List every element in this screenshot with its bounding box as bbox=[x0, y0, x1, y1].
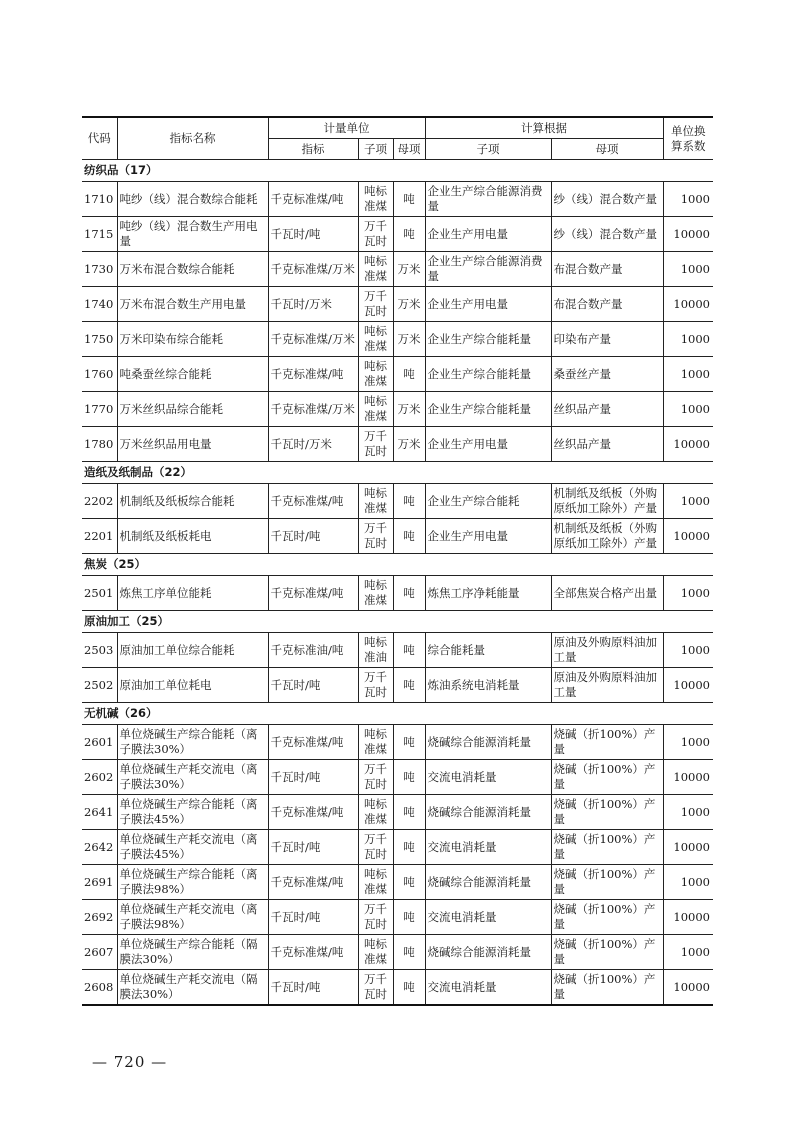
row-denominator-unit: 吨 bbox=[393, 935, 425, 970]
row-basis-denominator: 机制纸及纸板（外购原纸加工除外）产量 bbox=[551, 484, 663, 519]
row-basis-denominator: 机制纸及纸板（外购原纸加工除外）产量 bbox=[551, 519, 663, 554]
row-unit: 千克标准煤/吨 bbox=[268, 182, 358, 217]
row-basis-denominator: 布混合数产量 bbox=[551, 252, 663, 287]
row-denominator-unit: 吨 bbox=[393, 217, 425, 252]
indicator-table bbox=[82, 116, 713, 1006]
row-unit: 千瓦时/吨 bbox=[268, 830, 358, 865]
row-numerator-unit: 万千瓦时 bbox=[358, 287, 393, 322]
page-number: — 720 — bbox=[92, 1053, 168, 1071]
row-factor: 1000 bbox=[663, 935, 713, 970]
row-basis-denominator: 丝织品产量 bbox=[551, 427, 663, 462]
row-basis-denominator: 印染布产量 bbox=[551, 322, 663, 357]
row-denominator-unit: 吨 bbox=[393, 760, 425, 795]
table-row bbox=[82, 252, 713, 287]
row-name: 万米丝织品综合能耗 bbox=[117, 392, 268, 427]
row-numerator-unit: 吨标准煤 bbox=[358, 392, 393, 427]
row-basis-numerator: 企业生产综合能源消费量 bbox=[425, 252, 551, 287]
row-code: 1730 bbox=[82, 252, 117, 287]
row-denominator-unit: 吨 bbox=[393, 576, 425, 611]
row-unit: 千克标准煤/吨 bbox=[268, 357, 358, 392]
row-factor: 1000 bbox=[663, 576, 713, 611]
row-basis-numerator: 交流电消耗量 bbox=[425, 830, 551, 865]
table-row bbox=[82, 287, 713, 322]
row-code: 2641 bbox=[82, 795, 117, 830]
row-name: 单位烧碱生产综合能耗（离子膜法45%） bbox=[117, 795, 268, 830]
row-basis-numerator: 烧碱综合能源消耗量 bbox=[425, 795, 551, 830]
section-header bbox=[82, 160, 713, 182]
row-factor: 1000 bbox=[663, 484, 713, 519]
row-name: 单位烧碱生产耗交流电（离子膜法30%） bbox=[117, 760, 268, 795]
table-row bbox=[82, 760, 713, 795]
row-code: 1740 bbox=[82, 287, 117, 322]
row-basis-denominator: 烧碱（折100%）产量 bbox=[551, 795, 663, 830]
row-unit: 千克标准煤/万米 bbox=[268, 252, 358, 287]
row-denominator-unit: 万米 bbox=[393, 427, 425, 462]
table-row bbox=[82, 935, 713, 970]
row-numerator-unit: 吨标准煤 bbox=[358, 576, 393, 611]
table-row bbox=[82, 795, 713, 830]
row-name: 炼焦工序单位能耗 bbox=[117, 576, 268, 611]
row-factor: 10000 bbox=[663, 760, 713, 795]
row-name: 万米印染布综合能耗 bbox=[117, 322, 268, 357]
row-numerator-unit: 吨标准煤 bbox=[358, 725, 393, 760]
row-numerator-unit: 吨标准油 bbox=[358, 633, 393, 668]
row-basis-numerator: 炼焦工序净耗能量 bbox=[425, 576, 551, 611]
row-factor: 10000 bbox=[663, 217, 713, 252]
row-basis-numerator: 烧碱综合能源消耗量 bbox=[425, 935, 551, 970]
header-name: 指标名称 bbox=[117, 117, 268, 160]
row-numerator-unit: 万千瓦时 bbox=[358, 900, 393, 935]
row-name: 万米布混合数生产用电量 bbox=[117, 287, 268, 322]
row-unit: 千克标准油/吨 bbox=[268, 633, 358, 668]
row-basis-numerator: 企业生产综合能耗量 bbox=[425, 322, 551, 357]
row-denominator-unit: 吨 bbox=[393, 795, 425, 830]
row-basis-numerator: 企业生产综合能耗 bbox=[425, 484, 551, 519]
row-code: 2691 bbox=[82, 865, 117, 900]
row-basis-denominator: 烧碱（折100%）产量 bbox=[551, 935, 663, 970]
row-factor: 1000 bbox=[663, 392, 713, 427]
row-code: 1760 bbox=[82, 357, 117, 392]
header-factor bbox=[663, 117, 713, 160]
row-name: 吨纱（线）混合数生产用电量 bbox=[117, 217, 268, 252]
row-denominator-unit: 万米 bbox=[393, 392, 425, 427]
row-factor: 1000 bbox=[663, 357, 713, 392]
row-unit: 千瓦时/吨 bbox=[268, 900, 358, 935]
row-name: 万米丝织品用电量 bbox=[117, 427, 268, 462]
row-denominator-unit: 万米 bbox=[393, 322, 425, 357]
row-denominator-unit: 吨 bbox=[393, 900, 425, 935]
section-header bbox=[82, 703, 713, 725]
row-code: 1710 bbox=[82, 182, 117, 217]
row-code: 1780 bbox=[82, 427, 117, 462]
row-name: 吨桑蚕丝综合能耗 bbox=[117, 357, 268, 392]
header-basis-numerator: 子项 bbox=[425, 139, 551, 160]
header-basis-group: 计算根据 bbox=[425, 117, 663, 139]
row-basis-numerator: 企业生产用电量 bbox=[425, 427, 551, 462]
table-row bbox=[82, 322, 713, 357]
row-unit: 千克标准煤/吨 bbox=[268, 484, 358, 519]
row-basis-denominator: 桑蚕丝产量 bbox=[551, 357, 663, 392]
table-row bbox=[82, 519, 713, 554]
row-numerator-unit: 吨标准煤 bbox=[358, 795, 393, 830]
row-factor: 1000 bbox=[663, 795, 713, 830]
row-code: 2601 bbox=[82, 725, 117, 760]
row-denominator-unit: 吨 bbox=[393, 725, 425, 760]
header-unit-denominator: 母项 bbox=[393, 139, 425, 160]
row-basis-numerator: 烧碱综合能源消耗量 bbox=[425, 865, 551, 900]
row-numerator-unit: 万千瓦时 bbox=[358, 519, 393, 554]
table-row bbox=[82, 357, 713, 392]
table-row bbox=[82, 970, 713, 1006]
row-numerator-unit: 吨标准煤 bbox=[358, 322, 393, 357]
section-title: 纺织品（17） bbox=[82, 160, 713, 182]
table-row bbox=[82, 427, 713, 462]
row-denominator-unit: 吨 bbox=[393, 865, 425, 900]
row-basis-denominator: 原油及外购原料油加工量 bbox=[551, 633, 663, 668]
row-unit: 千克标准煤/吨 bbox=[268, 576, 358, 611]
section-header bbox=[82, 611, 713, 633]
header-factor-line2: 算系数 bbox=[671, 138, 706, 153]
row-numerator-unit: 万千瓦时 bbox=[358, 970, 393, 1006]
row-factor: 1000 bbox=[663, 633, 713, 668]
section-title: 造纸及纸制品（22） bbox=[82, 462, 713, 484]
table-header bbox=[82, 117, 713, 160]
row-name: 单位烧碱生产综合能耗（离子膜法98%） bbox=[117, 865, 268, 900]
row-numerator-unit: 吨标准煤 bbox=[358, 252, 393, 287]
row-unit: 千瓦时/吨 bbox=[268, 519, 358, 554]
row-name: 单位烧碱生产综合能耗（隔膜法30%） bbox=[117, 935, 268, 970]
row-unit: 千瓦时/吨 bbox=[268, 760, 358, 795]
row-numerator-unit: 吨标准煤 bbox=[358, 182, 393, 217]
row-name: 机制纸及纸板综合能耗 bbox=[117, 484, 268, 519]
row-numerator-unit: 吨标准煤 bbox=[358, 935, 393, 970]
row-code: 2602 bbox=[82, 760, 117, 795]
row-numerator-unit: 吨标准煤 bbox=[358, 865, 393, 900]
row-name: 原油加工单位综合能耗 bbox=[117, 633, 268, 668]
header-unit-indicator: 指标 bbox=[268, 139, 358, 160]
row-basis-numerator: 企业生产用电量 bbox=[425, 519, 551, 554]
row-basis-numerator: 企业生产综合能耗量 bbox=[425, 357, 551, 392]
row-unit: 千克标准煤/吨 bbox=[268, 725, 358, 760]
row-code: 2608 bbox=[82, 970, 117, 1006]
row-basis-numerator: 企业生产综合能耗量 bbox=[425, 392, 551, 427]
table-row bbox=[82, 484, 713, 519]
row-basis-denominator: 纱（线）混合数产量 bbox=[551, 182, 663, 217]
row-factor: 1000 bbox=[663, 322, 713, 357]
row-basis-denominator: 烧碱（折100%）产量 bbox=[551, 900, 663, 935]
row-basis-denominator: 全部焦炭合格产出量 bbox=[551, 576, 663, 611]
row-factor: 10000 bbox=[663, 427, 713, 462]
row-unit: 千瓦时/万米 bbox=[268, 427, 358, 462]
row-basis-denominator: 烧碱（折100%）产量 bbox=[551, 970, 663, 1006]
row-basis-denominator: 丝织品产量 bbox=[551, 392, 663, 427]
table-row bbox=[82, 900, 713, 935]
row-basis-denominator: 烧碱（折100%）产量 bbox=[551, 725, 663, 760]
table-row bbox=[82, 217, 713, 252]
row-basis-numerator: 企业生产用电量 bbox=[425, 217, 551, 252]
row-code: 2502 bbox=[82, 668, 117, 703]
row-unit: 千瓦时/吨 bbox=[268, 970, 358, 1006]
row-name: 万米布混合数综合能耗 bbox=[117, 252, 268, 287]
row-factor: 1000 bbox=[663, 252, 713, 287]
table-row bbox=[82, 725, 713, 760]
row-name: 机制纸及纸板耗电 bbox=[117, 519, 268, 554]
row-unit: 千克标准煤/吨 bbox=[268, 935, 358, 970]
row-denominator-unit: 吨 bbox=[393, 484, 425, 519]
row-numerator-unit: 吨标准煤 bbox=[358, 484, 393, 519]
row-basis-numerator: 炼油系统电消耗量 bbox=[425, 668, 551, 703]
row-factor: 10000 bbox=[663, 287, 713, 322]
table-row bbox=[82, 182, 713, 217]
row-numerator-unit: 万千瓦时 bbox=[358, 668, 393, 703]
row-basis-denominator: 烧碱（折100%）产量 bbox=[551, 760, 663, 795]
row-basis-numerator: 交流电消耗量 bbox=[425, 760, 551, 795]
row-factor: 10000 bbox=[663, 668, 713, 703]
row-unit: 千克标准煤/万米 bbox=[268, 322, 358, 357]
row-code: 1715 bbox=[82, 217, 117, 252]
table-row bbox=[82, 576, 713, 611]
row-basis-denominator: 布混合数产量 bbox=[551, 287, 663, 322]
row-factor: 1000 bbox=[663, 865, 713, 900]
section-title: 无机碱（26） bbox=[82, 703, 713, 725]
row-numerator-unit: 万千瓦时 bbox=[358, 217, 393, 252]
table-row bbox=[82, 633, 713, 668]
row-code: 2503 bbox=[82, 633, 117, 668]
row-basis-denominator: 纱（线）混合数产量 bbox=[551, 217, 663, 252]
row-name: 单位烧碱生产综合能耗（离子膜法30%） bbox=[117, 725, 268, 760]
header-code: 代码 bbox=[82, 117, 117, 160]
row-basis-numerator: 企业生产综合能源消费量 bbox=[425, 182, 551, 217]
section-header bbox=[82, 554, 713, 576]
row-numerator-unit: 万千瓦时 bbox=[358, 830, 393, 865]
row-factor: 10000 bbox=[663, 519, 713, 554]
row-unit: 千克标准煤/吨 bbox=[268, 865, 358, 900]
row-unit: 千克标准煤/吨 bbox=[268, 795, 358, 830]
row-unit: 千克标准煤/万米 bbox=[268, 392, 358, 427]
row-denominator-unit: 吨 bbox=[393, 970, 425, 1006]
row-denominator-unit: 吨 bbox=[393, 182, 425, 217]
table-row bbox=[82, 668, 713, 703]
row-unit: 千瓦时/万米 bbox=[268, 287, 358, 322]
row-denominator-unit: 吨 bbox=[393, 668, 425, 703]
row-factor: 10000 bbox=[663, 970, 713, 1006]
header-factor-line1: 单位换 bbox=[671, 123, 706, 138]
row-numerator-unit: 万千瓦时 bbox=[358, 427, 393, 462]
row-code: 2692 bbox=[82, 900, 117, 935]
row-factor: 10000 bbox=[663, 830, 713, 865]
row-basis-denominator: 原油及外购原料油加工量 bbox=[551, 668, 663, 703]
row-name: 原油加工单位耗电 bbox=[117, 668, 268, 703]
table-row bbox=[82, 830, 713, 865]
row-numerator-unit: 万千瓦时 bbox=[358, 760, 393, 795]
section-title: 焦炭（25） bbox=[82, 554, 713, 576]
row-name: 单位烧碱生产耗交流电（离子膜法45%） bbox=[117, 830, 268, 865]
row-denominator-unit: 吨 bbox=[393, 830, 425, 865]
row-code: 2201 bbox=[82, 519, 117, 554]
row-denominator-unit: 吨 bbox=[393, 519, 425, 554]
row-factor: 10000 bbox=[663, 900, 713, 935]
row-factor: 1000 bbox=[663, 182, 713, 217]
row-denominator-unit: 万米 bbox=[393, 287, 425, 322]
row-code: 2501 bbox=[82, 576, 117, 611]
row-basis-numerator: 交流电消耗量 bbox=[425, 900, 551, 935]
section-header bbox=[82, 462, 713, 484]
row-basis-denominator: 烧碱（折100%）产量 bbox=[551, 865, 663, 900]
row-code: 1750 bbox=[82, 322, 117, 357]
row-factor: 1000 bbox=[663, 725, 713, 760]
row-code: 2607 bbox=[82, 935, 117, 970]
row-code: 1770 bbox=[82, 392, 117, 427]
row-name: 单位烧碱生产耗交流电（离子膜法98%） bbox=[117, 900, 268, 935]
row-basis-denominator: 烧碱（折100%）产量 bbox=[551, 830, 663, 865]
row-name: 吨纱（线）混合数综合能耗 bbox=[117, 182, 268, 217]
row-unit: 千瓦时/吨 bbox=[268, 217, 358, 252]
row-code: 2202 bbox=[82, 484, 117, 519]
row-basis-numerator: 综合能耗量 bbox=[425, 633, 551, 668]
row-basis-numerator: 交流电消耗量 bbox=[425, 970, 551, 1006]
row-numerator-unit: 吨标准煤 bbox=[358, 357, 393, 392]
header-unit-group: 计量单位 bbox=[268, 117, 425, 139]
row-code: 2642 bbox=[82, 830, 117, 865]
row-denominator-unit: 吨 bbox=[393, 633, 425, 668]
table-row bbox=[82, 865, 713, 900]
header-unit-numerator: 子项 bbox=[358, 139, 393, 160]
row-basis-numerator: 烧碱综合能源消耗量 bbox=[425, 725, 551, 760]
table-body bbox=[82, 160, 713, 1006]
section-title: 原油加工（25） bbox=[82, 611, 713, 633]
row-unit: 千瓦时/吨 bbox=[268, 668, 358, 703]
row-name: 单位烧碱生产耗交流电（隔膜法30%） bbox=[117, 970, 268, 1006]
table-row bbox=[82, 392, 713, 427]
row-basis-numerator: 企业生产用电量 bbox=[425, 287, 551, 322]
header-basis-denominator: 母项 bbox=[551, 139, 663, 160]
row-denominator-unit: 万米 bbox=[393, 252, 425, 287]
row-denominator-unit: 吨 bbox=[393, 357, 425, 392]
